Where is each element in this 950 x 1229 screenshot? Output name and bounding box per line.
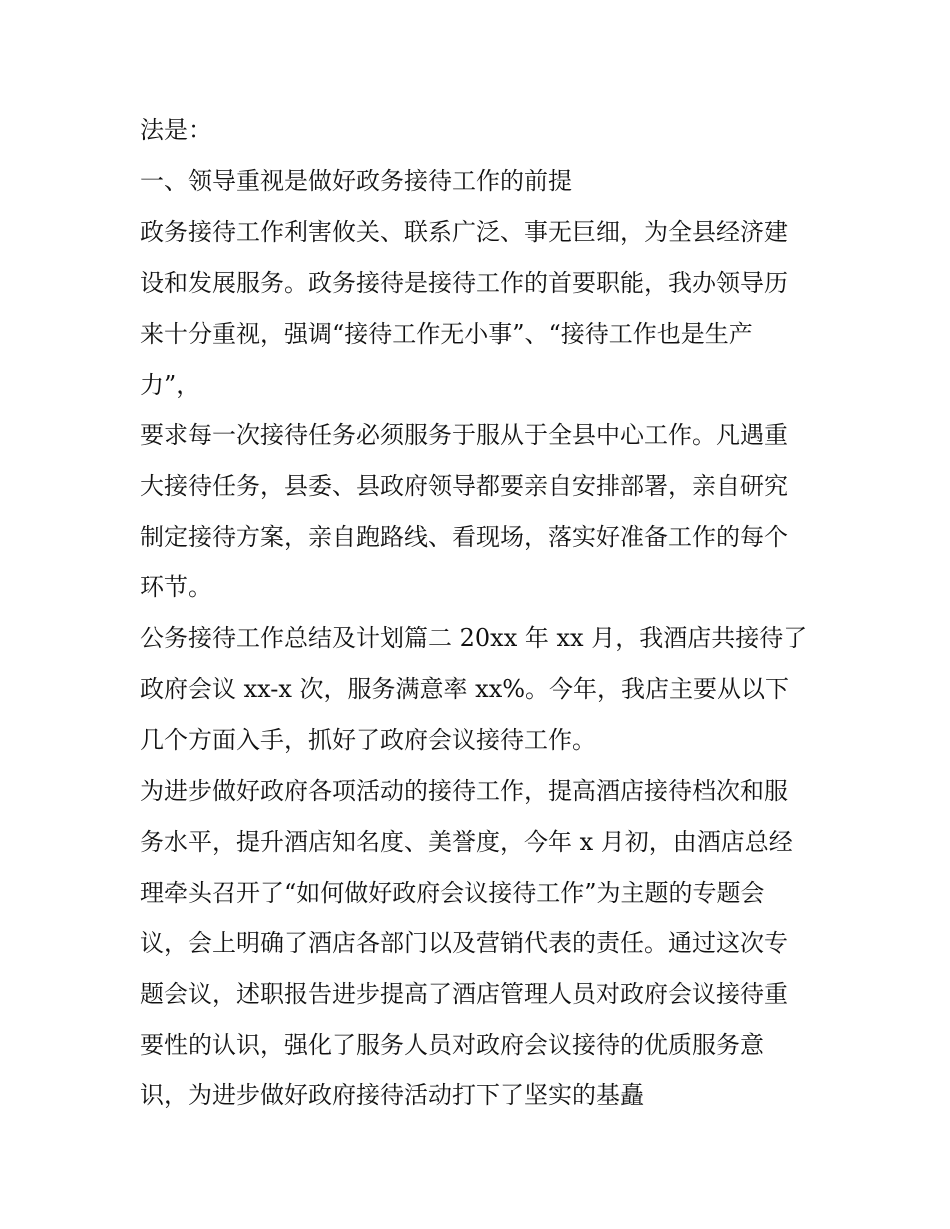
text-line: 要性的认识，强化了服务人员对政府会议接待的优质服务意	[140, 1031, 764, 1059]
text-line: 力”，	[140, 371, 201, 399]
text-line: 公务接待工作总结及计划篇二 20xx 年 xx 月，我酒店共接待了	[140, 624, 808, 652]
text-line: 政府会议 xx-x 次，服务满意率 xx%。今年，我店主要从以下	[140, 675, 790, 703]
text-line: 为进步做好政府各项活动的接待工作，提高酒店接待档次和服	[140, 777, 788, 805]
text-line: 大接待任务，县委、县政府领导都要亲自安排部署，亲自研究	[140, 472, 788, 500]
text-line: 理牵头召开了“如何做好政府会议接待工作”为主题的专题会	[140, 879, 765, 907]
text-line: 议，会上明确了酒店各部门以及营销代表的责任。通过这次专	[140, 929, 788, 957]
text-line: 识，为进步做好政府接待活动打下了坚实的基矗	[140, 1081, 644, 1109]
text-line: 环节。	[140, 573, 212, 601]
section-heading: 一、领导重视是做好政务接待工作的前提	[140, 167, 572, 195]
text-line: 来十分重视，强调“接待工作无小事”、“接待工作也是生产	[140, 320, 753, 348]
text-line: 几个方面入手，抓好了政府会议接待工作。	[140, 726, 596, 754]
text-line: 设和发展服务。政务接待是接待工作的首要职能，我办领导历	[140, 269, 788, 297]
text-line: 要求每一次接待任务必须服务于服从于全县中心工作。凡遇重	[140, 421, 788, 449]
text-line: 制定接待方案，亲自跑路线、看现场，落实好准备工作的每个	[140, 523, 788, 551]
text-line: 政务接待工作利害攸关、联系广泛、事无巨细，为全县经济建	[140, 218, 788, 246]
text-line: 题会议，述职报告进步提高了酒店管理人员对政府会议接待重	[140, 980, 788, 1008]
text-line: 务水平，提升酒店知名度、美誉度，今年 x 月初，由酒店总经	[140, 828, 793, 856]
text-line-intro: 法是：	[140, 116, 212, 144]
